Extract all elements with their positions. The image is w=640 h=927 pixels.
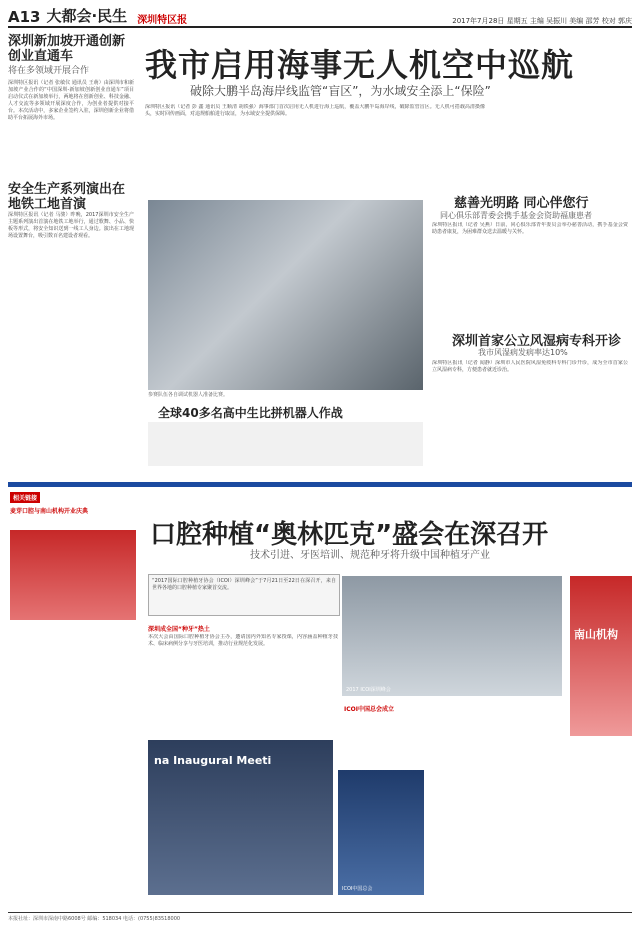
banner-text: 南山机构 bbox=[574, 628, 618, 641]
charity-subtitle: 同心俱乐部青委会携手基金会资助福康患者 bbox=[440, 211, 592, 220]
robot-photo bbox=[148, 200, 423, 390]
icoi-label: ICOI中国总会 bbox=[342, 886, 373, 892]
article-startup bbox=[8, 34, 134, 122]
stage-text: na Inaugural Meeti bbox=[154, 754, 272, 767]
main-body: 深圳特区报讯（记者 彭 鑫 通讯员 王顺清 胡铁强）海事部门首次启用无人机进行海上巡航，覆盖大鹏半岛海岸线，破除监管盲区。无人机可搭载高清摄像头，实时回传画面，对违规船舶进行取证，为水域安全提供保障。 bbox=[145, 104, 485, 117]
article-title: 深圳新加坡开通创新创业直通车 bbox=[8, 34, 126, 64]
ad-subheadline: 技术引进、牙医培训、规范种牙将升级中国种植牙产业 bbox=[250, 550, 490, 561]
charity-body: 深圳特区报讯（记者 吴燕）日前，同心俱乐部青年委员会举办慈善活动，携手基金会资助患者康复，为困难群众送去温暖与关怀。 bbox=[432, 222, 628, 235]
rheumatology-title: 深圳首家公立风湿病专科开诊 bbox=[452, 334, 622, 349]
paper-logo: 深圳特区报 bbox=[137, 15, 188, 26]
ad-intro: “2017国际口腔种植牙协会（ICOI）深圳峰会”于7月21日至22日在深召开，来自世界各地的口腔种植专家聚首交流。 bbox=[152, 578, 336, 591]
rheumatology-body: 深圳特区报讯（记者 闻静）深圳市人民医院风湿免疫科专科门诊开诊，成为全市首家公立风湿病专科，方便患者就近诊治。 bbox=[432, 360, 628, 373]
ad-top-bar bbox=[8, 482, 632, 487]
ad-left-body bbox=[10, 625, 136, 905]
summit-group-photo bbox=[342, 576, 562, 696]
subhead-shenzhen: 深圳成全国“种牙”热土 bbox=[148, 626, 210, 633]
robot-article-body bbox=[148, 422, 423, 466]
main-headline: 我市启用海事无人机空中巡航 bbox=[145, 46, 575, 84]
ad-intro-box bbox=[148, 574, 340, 616]
subhead-icoi: ICOI中国总会成立 bbox=[344, 706, 394, 713]
related-link-tag: 相关链接 bbox=[10, 492, 40, 503]
ad-right-body bbox=[430, 700, 630, 900]
icoi-china-photo bbox=[338, 770, 424, 895]
ad-body: 本次大会由国际口腔种植牙协会主办，邀请国内外知名专家授课，内容涵盖种植牙技术、临床病例分享与牙医培训，推动行业规范化发展。 bbox=[148, 634, 338, 647]
main-subheadline: 破除大鹏半岛海岸线监管“盲区”，为水域安全添上“保险” bbox=[190, 84, 491, 98]
opening-ceremony-photo bbox=[10, 530, 136, 620]
inaugural-meeting-photo bbox=[148, 740, 333, 895]
robot-article-title: 全球40多名高中生比拼机器人作战 bbox=[158, 406, 343, 420]
charity-title: 慈善光明路 同心伴您行 bbox=[454, 196, 589, 211]
page-number: A13 bbox=[8, 8, 41, 26]
article-title: 安全生产系列演出在地铁工地首演 bbox=[8, 182, 126, 212]
page-footer: 本报社址：深圳市深南中路6008号 邮编：518034 电话：(0755)83518000 bbox=[8, 912, 632, 922]
article-body: 深圳特区报讯（记者 张敏仪 通讯员 王萌）由深圳市和新加坡产业合作的“中国深圳-新加坡创新创业直通车”项目启动仪式在新加坡举行，两地将在创新创业、科技金融、人才交流等多领域开展深度合作，为创业者提供对接平台。本次活动中，多家企业签约入驻，深圳创新企业将借助平台拓展海外市场。 bbox=[8, 80, 134, 121]
ad-left-headline: 麦芽口腔与南山机构开业庆典 bbox=[10, 508, 89, 515]
ad-headline: 口腔种植“奥林匹克”盛会在深召开 bbox=[150, 520, 549, 550]
photo-caption: 参赛队伍各自调试机器人准备比赛。 bbox=[148, 392, 229, 398]
left-column bbox=[8, 30, 134, 550]
rheumatology-subtitle: 我市风湿病发病率达10% bbox=[478, 348, 568, 357]
article-safety bbox=[8, 182, 134, 240]
section-title: 大都会·民生 bbox=[46, 7, 128, 25]
summit-label: 2017 ICOI深圳峰会 bbox=[346, 687, 391, 693]
issue-date: 2017年7月28日 星期五 主编 吴振川 美编 邵芳 校对 郭庆 bbox=[452, 17, 632, 25]
article-subtitle: 将在多领域开展合作 bbox=[8, 66, 90, 76]
page-header bbox=[8, 4, 632, 28]
article-body: 深圳特区报讯（记者 马骏）昨晚，2017深圳市安全生产主题系列演出首演在地铁工地举行，通过歌舞、小品、快板等形式，将安全知识送到一线工人身边。演出在工地现场设置舞台，吸引数百名建设者观看。 bbox=[8, 212, 134, 239]
